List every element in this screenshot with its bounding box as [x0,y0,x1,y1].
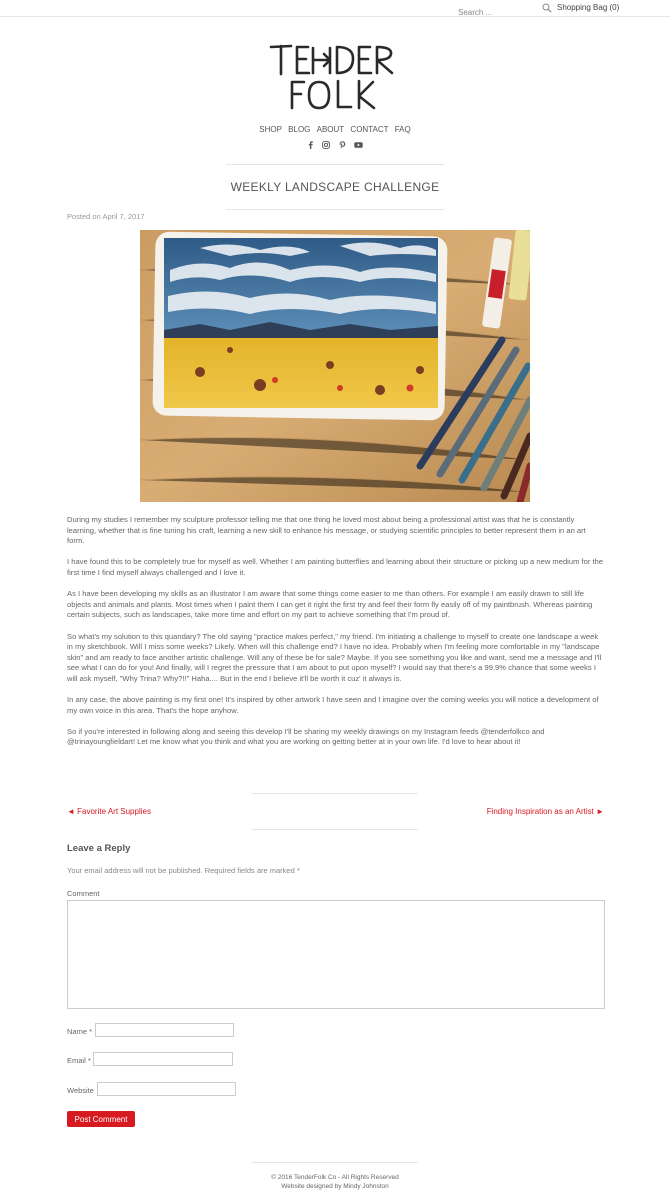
post-paragraph: As I have been developing my skills as an illustrator I am aware that some things come easier to me than others. For example I am easily drawn to still life objects and animals and plants. Most times when I paint them I can get it right the first try and feel their form fly easily off of my paintbrush. Whereas painting certain subjects, such as landscapes, take more time and effort on my part to achieve something that I'm proud of. [67,589,593,620]
email-field[interactable] [93,1052,233,1066]
nav-item-faq[interactable]: FAQ [394,125,411,134]
post-paragraph: So what's my solution to this quandary? The old saying "practice makes perfect," my friend. I'm initiating a challenge to myself to create one landscape a week in my sketchbook. Will I miss some weeks? Likely. When will this challenge end? I have no idea. Probably when I'm feeling more comfortable in my "landscape skin" and am ready to face another artistic challenge. Will any of these be for sale? Maybe. If you see something you like and want, send me a message and I'll see what I can do for you! And finally, will I regret the pressure that I am about to put upon myself? I would say that there's a 99.9% chance that some weeks I will ask myself, "Why Trina? Why?!!" Haha.... But in the end I believe it'll be worth it cuz' it always is. [67,631,602,683]
footer-divider [252,1162,418,1163]
post-paragraph: In any case, the above painting is my first one! It's inspired by other artwork I have seen and I imagine over the coming weeks you will notice a development of my own voice in this area. That's the hope anyhow. [67,695,599,715]
nav-item-about[interactable]: ABOUT [316,125,345,134]
email-label: Email * [67,1056,91,1065]
post-title: WEEKLY LANDSCAPE CHALLENGE [230,180,440,194]
social-links [290,136,380,154]
post-nav-divider-bottom [252,829,418,830]
post-paragraph: So if you're interested in following along and seeing this develop I'll be sharing my weekly drawings on my Instagram feeds @tenderfolkco and @trinayoungfieldart! Let me know what you think and what you are working on getting better at in your own life. I'd love to hear about it! [67,726,545,747]
next-post-link[interactable]: Finding Inspiration as an Artist ► [486,807,604,816]
site-logo[interactable] [266,40,406,112]
reply-note: Your email address will not be published. Required fields are marked * [67,866,300,875]
search-form [456,2,552,14]
post-nav-divider-top [252,793,418,794]
youtube-icon[interactable] [354,141,363,149]
footer [0,1173,670,1191]
post-comment-button[interactable]: Post Comment [67,1111,135,1127]
post-paragraph: During my studies I remember my sculpture professor telling me that one thing he loved most about being a professional artist was that he is constantly learning, whether that is fine tuning his craft, learning a new skill to enhance his message, or studying scientific principles to better represent them in an art form. [67,515,586,546]
nav-item-contact[interactable]: CONTACT [350,125,389,134]
pinterest-icon[interactable] [339,141,346,149]
website-label: Website [67,1086,94,1095]
search-input[interactable] [456,7,538,19]
name-label: Name * [67,1027,93,1036]
shopping-bag-link[interactable]: Shopping Bag (0) [557,3,620,12]
post-date: Posted on April 7, 2017 [67,212,145,221]
previous-post-link[interactable]: ◄ Favorite Art Supplies [67,807,151,816]
title-divider-bottom [226,209,444,210]
reply-title: Leave a Reply [67,843,131,854]
post-image [140,230,530,502]
website-field[interactable] [97,1082,236,1096]
main-nav [200,125,470,134]
comment-textarea[interactable] [67,900,605,1009]
post-content [67,515,605,759]
nav-item-shop[interactable]: SHOP [259,125,282,134]
comment-label: Comment [67,889,100,898]
search-icon[interactable] [542,3,552,13]
nav-item-blog[interactable]: BLOG [288,125,311,134]
facebook-icon[interactable] [307,141,314,149]
name-field[interactable] [95,1023,234,1037]
title-divider-top [226,164,444,165]
designer-credit: Website designed by Mindy Johnston [281,1183,389,1190]
copyright-text: © 2016 TenderFolk Co - All Rights Reserved [271,1174,399,1181]
instagram-icon[interactable] [322,141,330,149]
post-paragraph: I have found this to be completely true for myself as well. Whether I am painting butterflies and learning about their structure or picking up a new medium for the first time I find myself always challenged and I love it. [67,557,604,577]
